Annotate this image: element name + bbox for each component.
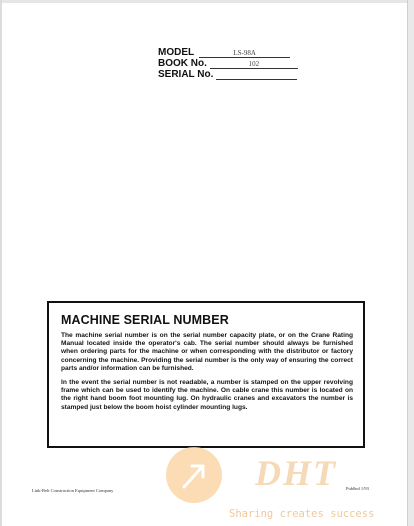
model-label: MODEL xyxy=(158,47,195,58)
book-label: BOOK No. xyxy=(158,58,207,69)
model-line xyxy=(199,48,290,58)
arrow-icon xyxy=(166,447,222,503)
serial-paragraph-2: In the event the serial number is not readable, a number is stamped on the upper revolving frame which can be used to identify the machine. On cable crane this number is located on the right hand boom foot mounting lug. On hydraulic cranes and excavators the number is stamped just below the boom hoist cylinder mounting lugs. xyxy=(61,379,353,411)
serial-section-title: MACHINE SERIAL NUMBER xyxy=(61,313,229,327)
serial-label: SERIAL No. xyxy=(158,69,214,80)
footer-company: Link-Belt Construction Equipment Company xyxy=(32,488,114,493)
model-value: LS-98A xyxy=(233,49,256,57)
watermark-slogan: Sharing creates success xyxy=(229,508,375,520)
book-line xyxy=(210,59,298,69)
page-left-border xyxy=(0,0,2,526)
page-top-shadow xyxy=(0,0,414,3)
serial-field xyxy=(158,69,298,80)
scrollbar-track[interactable] xyxy=(407,0,414,526)
serial-paragraph-1: The machine serial number is on the serial number capacity plate, or on the Crane Rating Manual located inside the operator's cab. The serial number should always be furnished when ordering parts for the machine or when corresponding with the distributor or factory concerning the machine. Providing the serial number is the only way of ensuring the correct parts and/or information can be furnished. xyxy=(61,332,353,372)
watermark-logo-icon xyxy=(166,447,222,503)
book-field xyxy=(158,58,298,69)
machine-serial-number-box xyxy=(47,301,365,448)
identification-fields xyxy=(158,47,298,80)
model-field xyxy=(158,47,298,58)
footer-code: Pub0nd 1/93 xyxy=(346,486,369,491)
watermark-logo-text: DHT xyxy=(255,453,337,493)
book-value: 102 xyxy=(248,60,260,68)
serial-line xyxy=(216,70,297,80)
